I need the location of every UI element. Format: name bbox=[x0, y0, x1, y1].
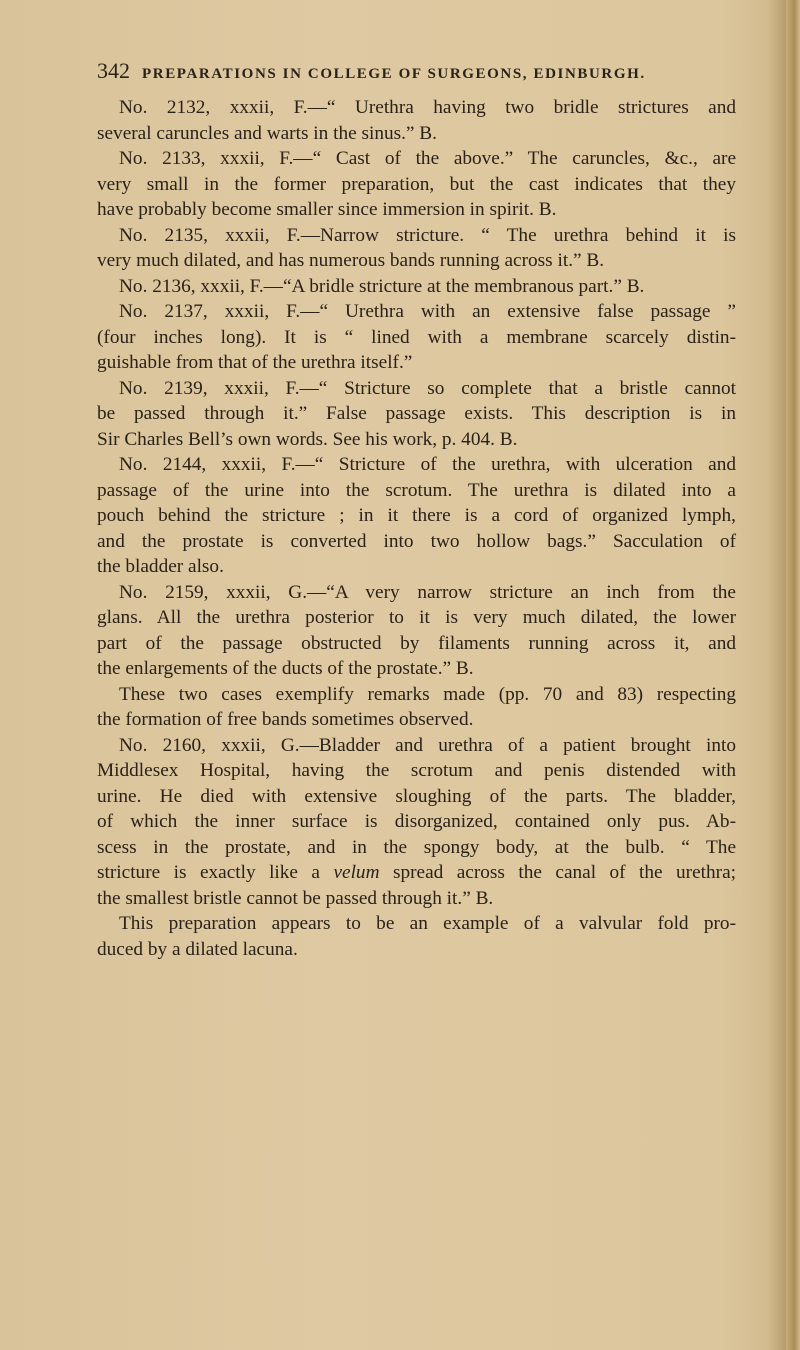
running-title: PREPARATIONS IN COLLEGE OF SURGEONS, EDINBURGH. bbox=[142, 66, 646, 82]
paragraph bbox=[97, 299, 736, 376]
paragraph bbox=[97, 733, 736, 912]
text-line: No. 2137, xxxii, F.—“ Urethra with an extensive false passage ” bbox=[119, 301, 736, 322]
page-edge-shadow bbox=[786, 0, 800, 1350]
text-line: No. 2132, xxxii, F.—“ Urethra having two bridle strictures and bbox=[119, 97, 736, 118]
text-line: These two cases exemplify remarks made (pp. 70 and 83) respecting bbox=[119, 683, 736, 705]
text-line: of which the inner surface is disorganized, contained only pus. Ab- bbox=[97, 811, 736, 832]
paragraph bbox=[97, 580, 736, 682]
paragraph bbox=[97, 452, 736, 580]
text-line: very small in the former preparation, but the cast indicates that they bbox=[97, 173, 736, 195]
text-line: the bladder also. bbox=[97, 556, 224, 577]
text-line: No. 2133, xxxii, F.—“ Cast of the above.” The caruncles, &c., are bbox=[119, 148, 736, 169]
text-line: No. 2144, xxxii, F.—“ Stricture of the urethra, with ulceration and bbox=[119, 454, 736, 475]
paragraph bbox=[97, 223, 736, 274]
text-line: No. 2160, xxxii, G.—Bladder and urethra of a patient brought into bbox=[119, 734, 736, 756]
page-number: 342 bbox=[97, 58, 130, 83]
text-line: pouch behind the stricture ; in it there is a cord of organized lymph, bbox=[97, 505, 736, 526]
text-line: urine. He died with extensive sloughing of the parts. The bladder, bbox=[97, 785, 736, 807]
text-line bbox=[97, 860, 736, 886]
text-line: very much dilated, and has numerous bands running across it.” B. bbox=[97, 250, 605, 271]
paragraph bbox=[97, 274, 736, 300]
text-line: Middlesex Hospital, having the scrotum and penis distended with bbox=[97, 760, 736, 781]
text-line: the smallest bristle cannot be passed through it.” B. bbox=[97, 887, 494, 909]
text-line: part of the passage obstructed by filaments running across it, and bbox=[97, 632, 736, 654]
text-line: passage of the urine into the scrotum. The urethra is dilated into a bbox=[97, 479, 736, 501]
paragraph bbox=[97, 376, 736, 453]
text-line: No. 2159, xxxii, G.—“A very narrow stricture an inch from the bbox=[119, 581, 736, 603]
text-line: No. 2136, xxxii, F.—“A bridle stricture at the membranous part.” B. bbox=[119, 275, 645, 297]
paragraph bbox=[97, 95, 736, 146]
text-line: duced by a dilated lacuna. bbox=[97, 938, 298, 960]
text-line: scess in the prostate, and in the spongy body, at the bulb. “ The bbox=[97, 836, 736, 858]
text-line: and the prostate is converted into two hollow bags.” Sacculation of bbox=[97, 530, 736, 552]
text-line: guishable from that of the urethra itself.” bbox=[97, 352, 413, 373]
text-line: No. 2135, xxxii, F.—Narrow stricture. “ The urethra behind it is bbox=[119, 224, 736, 246]
italic-text: velum bbox=[333, 862, 380, 883]
text-line: glans. All the urethra posterior to it is very much dilated, the lower bbox=[97, 607, 736, 628]
text-line: Sir Charles Bell’s own words. See his work, p. 404. B. bbox=[97, 428, 518, 450]
text-line: have probably become smaller since immersion in spirit. B. bbox=[97, 199, 557, 220]
text-line: be passed through it.” False passage exists. This description is in bbox=[97, 403, 736, 424]
paragraph bbox=[97, 682, 736, 733]
text-segment: stricture is exactly like a bbox=[97, 862, 334, 883]
page-body bbox=[97, 95, 736, 962]
running-header bbox=[97, 58, 737, 84]
text-line: This preparation appears to be an example of a valvular fold pro- bbox=[119, 913, 736, 934]
paragraph bbox=[97, 146, 736, 223]
text-line: No. 2139, xxxii, F.—“ Stricture so complete that a bristle cannot bbox=[119, 377, 736, 399]
text-line: several caruncles and warts in the sinus.” B. bbox=[97, 122, 437, 144]
paragraph bbox=[97, 911, 736, 962]
text-line: the formation of free bands sometimes observed. bbox=[97, 709, 474, 730]
text-line: the enlargements of the ducts of the prostate.” B. bbox=[97, 658, 474, 679]
text-segment: spread across the canal of the urethra; bbox=[379, 862, 736, 883]
text-line: (four inches long). It is “ lined with a membrane scarcely distin- bbox=[97, 326, 736, 348]
